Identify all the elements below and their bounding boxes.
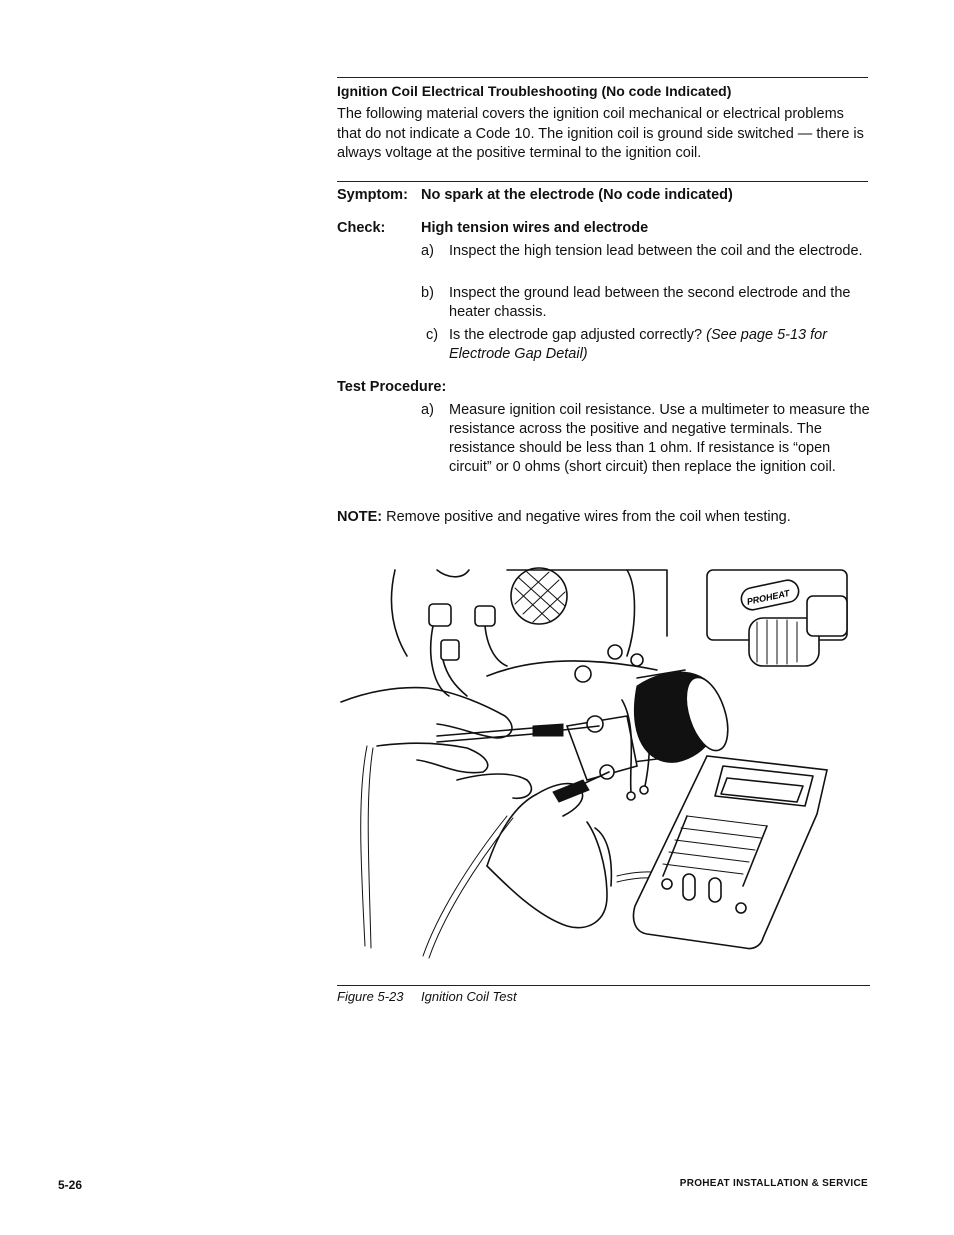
check-item-text: Is the electrode gap adjusted correctly? [449, 327, 703, 343]
proheat-logo: PROHEAT [745, 588, 791, 607]
figure-caption-text: Ignition Coil Test [421, 989, 517, 1004]
check-value: High tension wires and electrode [421, 220, 649, 236]
figure-caption [337, 989, 517, 1004]
note [337, 509, 791, 525]
check-item-text: Inspect the high tension lead between the coil and the electrode. [449, 243, 863, 259]
figure-rule [337, 985, 870, 986]
section-title: Ignition Coil Electrical Troubleshooting (No code Indicated) [337, 83, 732, 99]
page-number: 5-26 [58, 1178, 83, 1192]
top-rule [337, 77, 868, 78]
test-item-letter: a) [421, 402, 434, 418]
check-item-text: Inspect the ground lead between the second electrode and the heater chassis. [449, 285, 851, 320]
ignition-coil-test-illustration [337, 566, 870, 980]
check-item-a [421, 242, 871, 261]
page-reference: (See page 5-13 for Electrode Gap Detail) [449, 327, 828, 362]
test-item-text: Measure ignition coil resistance. Use a multimeter to measure the resistance across the positive and negative terminals. The resistance should be less than 1 ohm. If resistance is “open circuit” or 0 ohms (short circuit) then replace the ignition coil. [449, 402, 870, 475]
check-item-c [421, 326, 871, 364]
footer-title: PROHEAT INSTALLATION & SERVICE [679, 1178, 868, 1189]
symptom-rule [337, 181, 868, 182]
check-item-b [421, 284, 871, 322]
figure-number: Figure 5-23 [337, 989, 404, 1004]
test-procedure-label: Test Procedure: [337, 379, 447, 395]
symptom-value: No spark at the electrode (No code indicated) [421, 187, 733, 203]
check-item-letter: c) [426, 327, 439, 343]
symptom-label: Symptom: [337, 187, 408, 203]
intro-paragraph: The following material covers the ignition coil mechanical or electrical problems that do not indicate a Code 10. The ignition coil is ground side switched — there is always voltage at the positive terminal to the ignition coil. [337, 106, 864, 161]
check-label: Check: [337, 220, 386, 236]
test-item-a [421, 401, 871, 477]
check-item-letter: a) [421, 243, 434, 259]
note-text: Remove positive and negative wires from the coil when testing. [386, 509, 791, 525]
check-item-letter: b) [421, 285, 434, 301]
note-label: NOTE: [337, 509, 383, 525]
